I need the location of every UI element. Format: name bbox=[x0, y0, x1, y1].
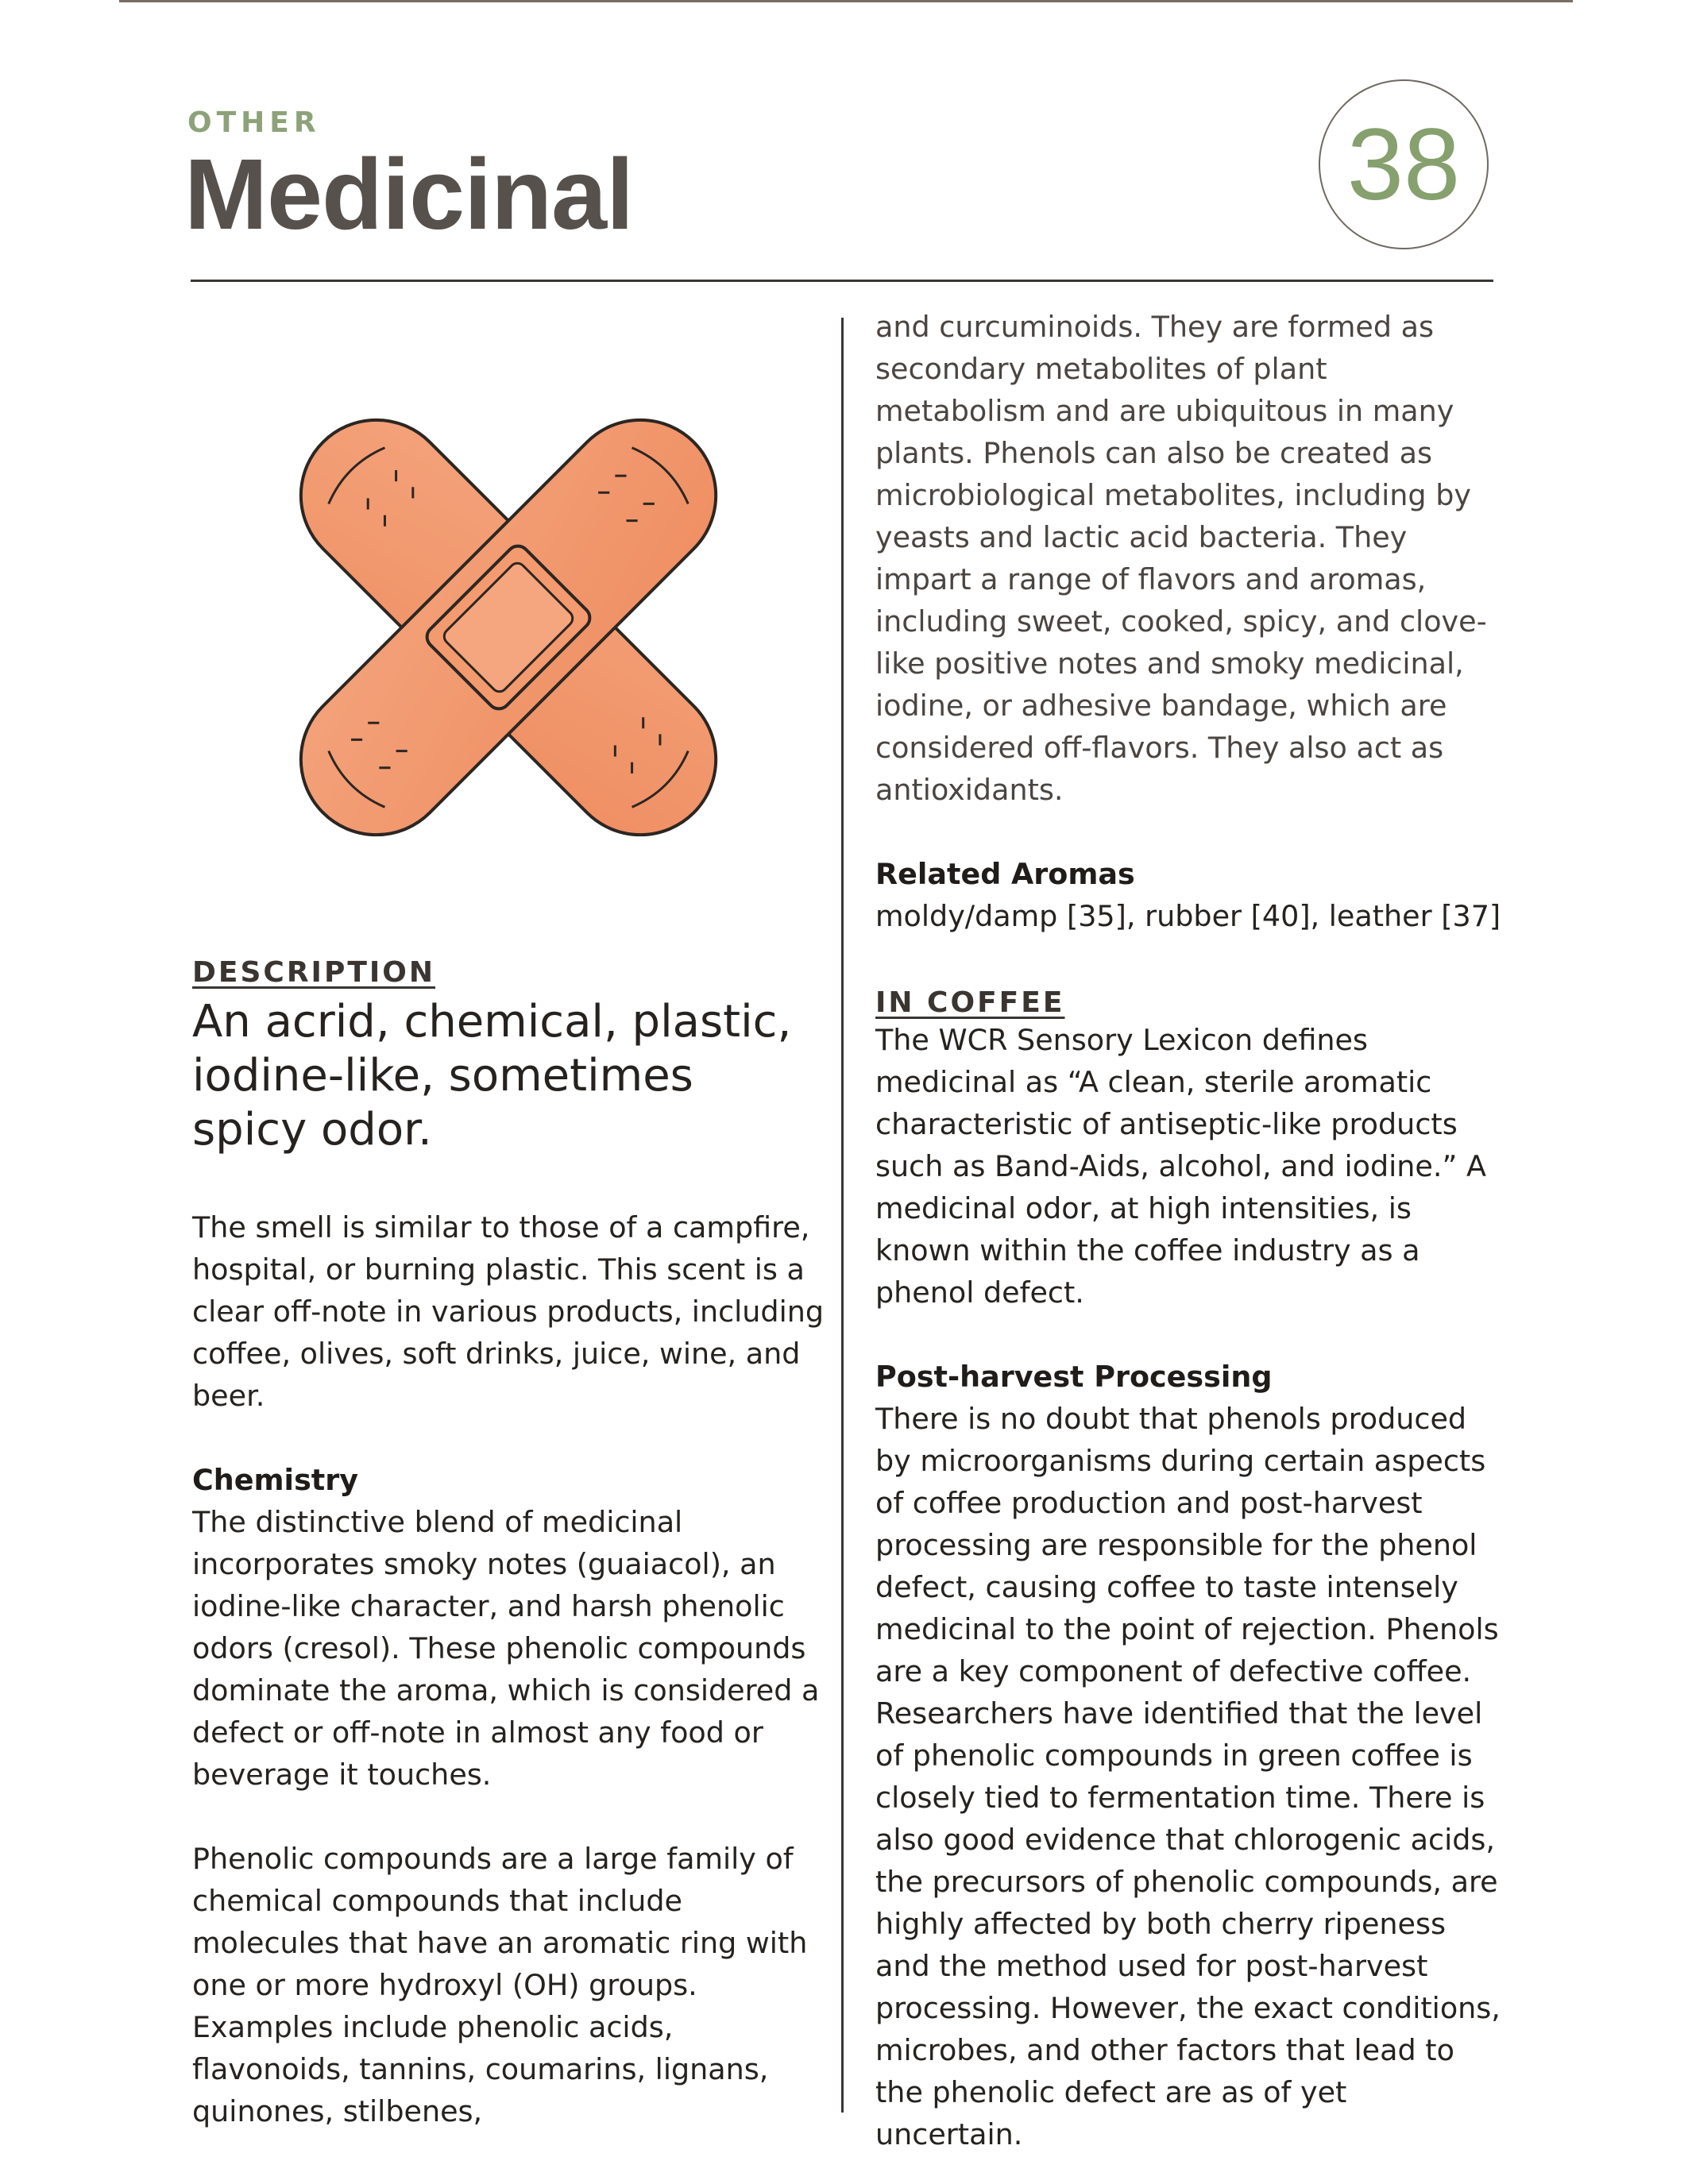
page-title: Medicinal bbox=[184, 138, 634, 250]
crossed-bandages-icon bbox=[254, 381, 763, 874]
chemistry-paragraph-1: The distinctive blend of medicinal incorporates smoky notes (guaiacol), an iodine-like character, and harsh phenolic odors (cresol). These phenolic compounds dominate the aroma, which is considered a defect or off-note in almost any food or beverage it touches. bbox=[192, 1505, 820, 1792]
post-harvest-heading: Post-harvest Processing bbox=[875, 1360, 1273, 1394]
description-paragraph: The smell is similar to those of a campfire, hospital, or burning plastic. This scent is a clear off-note in various products, including coffee, olives, soft drinks, juice, wine, and beer. bbox=[192, 1210, 825, 1413]
description-label: DESCRIPTION bbox=[192, 956, 436, 989]
category-label: OTHER bbox=[187, 106, 321, 139]
in-coffee-label: IN COFFEE bbox=[875, 986, 1065, 1019]
page-top-edge bbox=[119, 0, 1573, 2]
description-lead: An acrid, chemical, plastic, iodine-like, sometimes spicy odor. bbox=[192, 996, 792, 1156]
chemistry-paragraph-2: Phenolic compounds are a large family of chemical compounds that include molecules that have an aromatic ring with one or more hydroxyl (OH) groups. Examples include phenolic acids, flavonoids, tannins, coumarins, lignans, quinones, stilbenes, bbox=[192, 1842, 808, 2128]
related-aromas-text: moldy/damp [35], rubber [40], leather [37] bbox=[875, 899, 1501, 933]
post-harvest-paragraph: There is no doubt that phenols produced by microorganisms during certain aspects of coffee production and post-harvest processing are responsible for the phenol defect, causing coffee to taste intensely medicinal to the point of rejection. Phenols are a key component of defective coffee. Researchers have identified that the level of phenolic compounds in green coffee is closely tied to fermentation time. There is also good evidence that chlorogenic acids, the precursors of phenolic compounds, are highly affected by both cherry ripeness and the method used for post-harvest processing. However, the exact conditions, microbes, and other factors that lead to the phenolic defect are as of yet uncertain. bbox=[875, 1402, 1501, 2151]
in-coffee-paragraph: The WCR Sensory Lexicon defines medicinal as “A clean, sterile aromatic characteristic of antiseptic-like products such as Band-Aids, alcohol, and iodine.” A medicinal odor, at high intensities, is known within the coffee industry as a phenol defect. bbox=[875, 1023, 1486, 1310]
right-column bbox=[875, 306, 1503, 2155]
entry-number-badge bbox=[1319, 79, 1489, 249]
entry-number: 38 bbox=[1346, 107, 1461, 222]
header-rule bbox=[191, 280, 1493, 282]
chemistry-heading: Chemistry bbox=[192, 1463, 359, 1497]
related-aromas-heading: Related Aromas bbox=[875, 857, 1135, 891]
column-divider bbox=[841, 318, 844, 2113]
chemistry-paragraph-2-continued: and curcuminoids. They are formed as secondary metabolites of plant metabolism and are ubiquitous in many plants. Phenols can also be created as microbiological metabolites, including by yeasts and lactic acid bacteria. They impart a range of flavors and aromas, including sweet, cooked, spicy, and clove-like positive notes and smoky medicinal, iodine, or adhesive bandage, which are considered off-flavors. They also act as antioxidants. bbox=[875, 310, 1487, 807]
left-column bbox=[192, 956, 828, 2132]
